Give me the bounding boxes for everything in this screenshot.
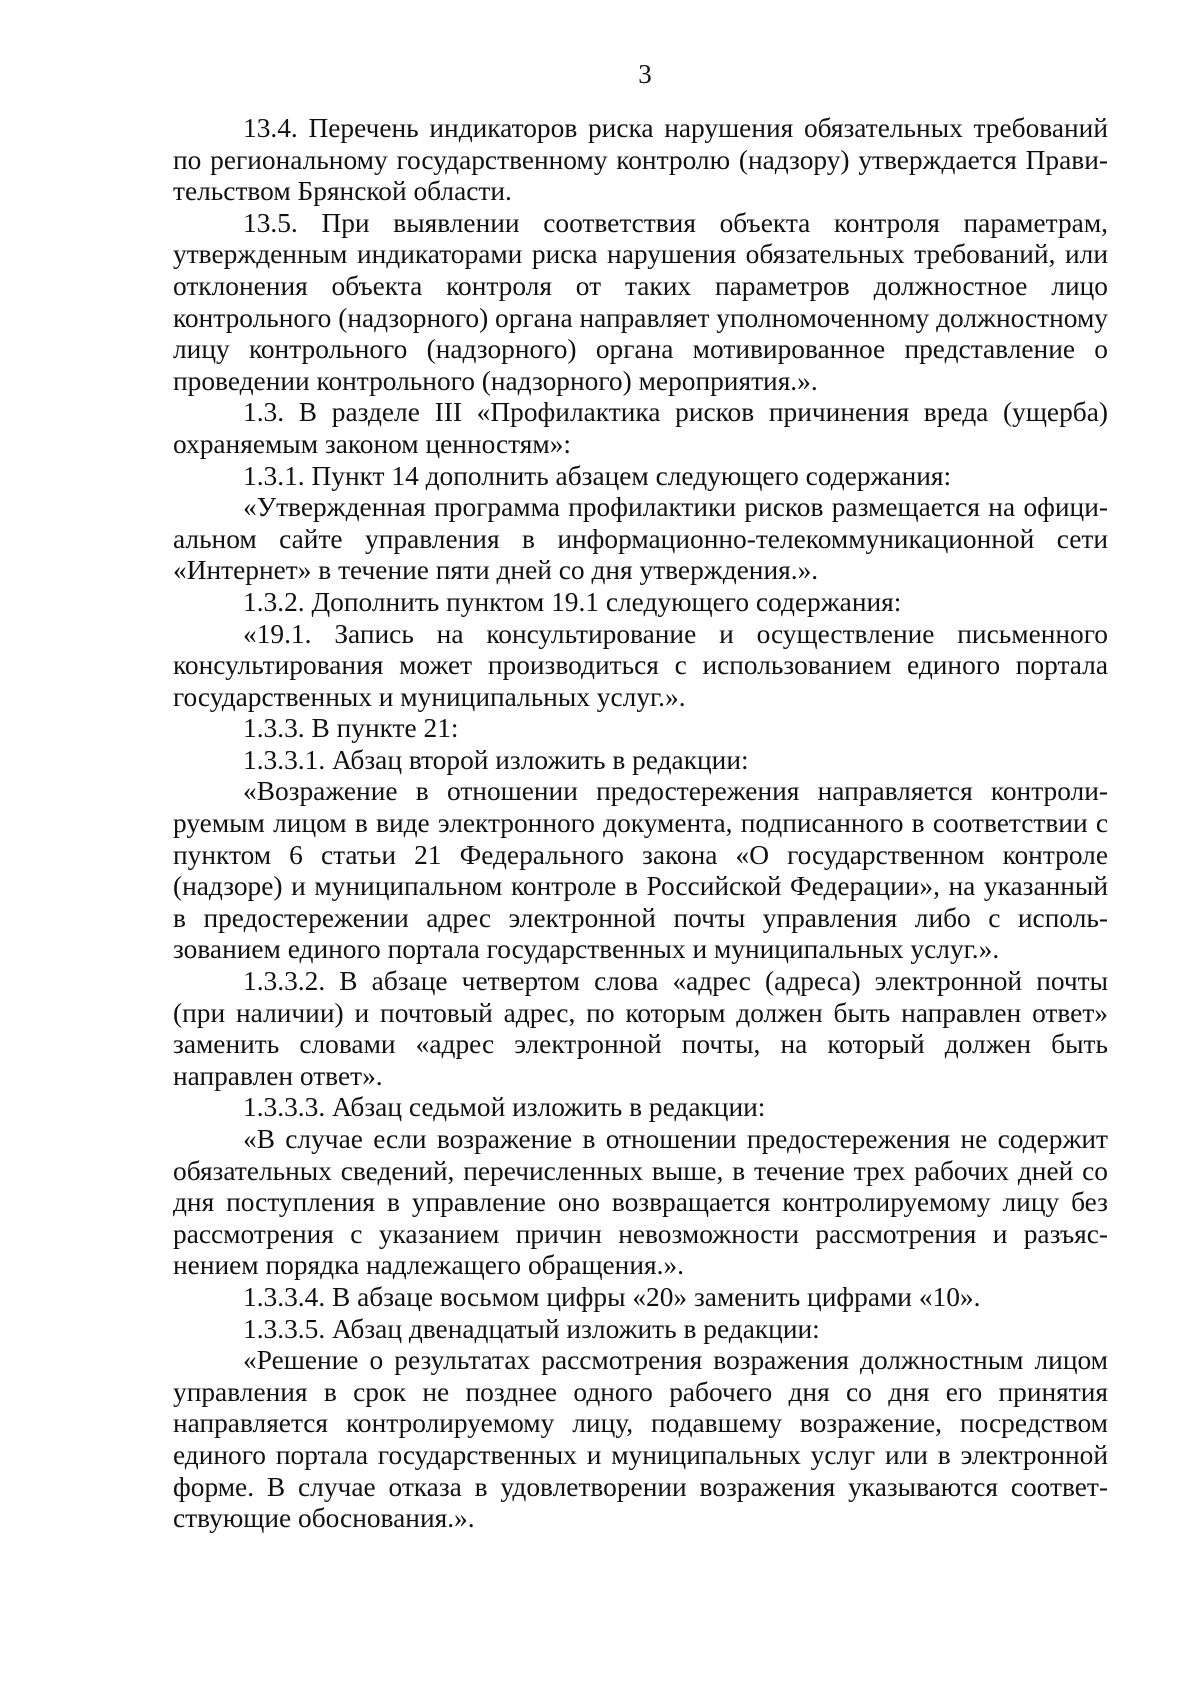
paragraph-1-3-3-1: 1.3.3.1. Абзац второй изложить в редакции: (243, 744, 749, 775)
paragraph-1-3-3-2: 1.3.3.2. В абзаце четвертом слова «адрес (адреса) электронной почты (при наличии) и почтовый адрес, по которым должен быть направлен ответ» заменить словами «адрес электронной почты, на который должен быть направлен ответ». (173, 966, 1108, 1091)
paragraph-1-3-3-1-text: «Возражение в отношении предостережения направляется контролируемым лицом в виде электронного документа, подписанного в соответствии с пунктом 6 статьи 21 Федерального закона «О государственном контроле (надзоре) и муниципальном контроле в Российской Федерации», на указанный в предостережении адрес электронной почты управления либо с использованием единого портала государственных и муниципальных услуг.». (173, 776, 1108, 965)
paragraph-1-3-3-5-text: «Решение о результатах рассмотрения возражения должностным лицом управления в срок не позднее одного рабочего дня со дня его принятия направляется контролируемому лицу, подавшему возражение, посредством единого портала государственных и муниципальных услуг или в электронной форме. В случае отказа в удовлетворении возражения указываются соответствующие обоснования.». (173, 1345, 1108, 1534)
paragraph-1-3-1-text: «Утвержденная программа профилактики рисков размещается на официальном сайте управления в информационно-телекоммуникационной сети «Интернет» в течение пяти дней со дня утверждения.». (173, 492, 1108, 586)
paragraph-1-3-3-5: 1.3.3.5. Абзац двенадцатый изложить в редакции: (243, 1313, 820, 1344)
document-body (173, 113, 1108, 1535)
paragraph-19-1-text: «19.1. Запись на консультирование и осуществление письменного консультирования может производиться с использованием единого портала государственных и муниципальных услуг.». (173, 618, 1108, 712)
paragraph-1-3-2: 1.3.2. Дополнить пунктом 19.1 следующего содержания: (243, 586, 902, 617)
paragraph-1-3-1: 1.3.1. Пункт 14 дополнить абзацем следующего содержания: (243, 460, 952, 491)
page-number: 3 (638, 59, 652, 89)
paragraph-1-3: 1.3. В разделе III «Профилактика рисков причинения вреда (ущерба) охраняемым законом ценностям»: (173, 397, 1108, 459)
paragraph-1-3-3-4: 1.3.3.4. В абзаце восьмом цифры «20» заменить цифрами «10». (243, 1281, 981, 1312)
paragraph-1-3-3: 1.3.3. В пункте 21: (243, 713, 459, 744)
paragraph-1-3-3-3-text: «В случае если возражение в отношении предостережения не содержит обязательных сведений, перечисленных выше, в течение трех рабочих дней со дня поступления в управление оно возвращается контролируемому лицу без рассмотрения с указанием причин невозможности рассмотрения и разъяснением порядка надлежащего обращения.». (173, 1124, 1108, 1281)
paragraph-13-4: 13.4. Перечень индикаторов риска нарушения обязательных требований по региональному государственному контролю (надзору) утверждается Правительством Брянской области. (173, 113, 1108, 207)
paragraph-1-3-3-3: 1.3.3.3. Абзац седьмой изложить в редакции: (243, 1092, 766, 1123)
paragraph-13-5: 13.5. При выявлении соответствия объекта контроля параметрам, утвержденным индикаторами риска нарушения обязательных требований, или отклонения объекта контроля от таких параметров должностное лицо контрольного (надзорного) органа направляет уполномоченному должностному лицу контрольного (надзорного) органа мотивированное представление о проведении контрольного (надзорного) мероприятия.». (173, 207, 1108, 396)
